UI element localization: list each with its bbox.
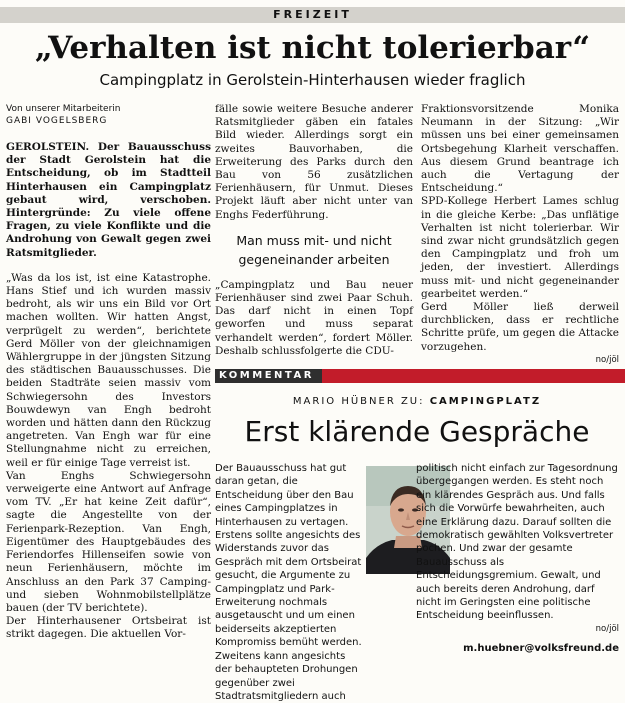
article-paragraph: Der Hinterhausener Ortsbeirat ist strikt dagegen. Die aktuellen Vor- <box>6 615 211 641</box>
subheadline: Campingplatz in Gerolstein-Hinterhausen wieder fraglich <box>99 71 526 89</box>
byline-author: GABI VOGELSBERG <box>6 116 108 126</box>
article-interhead: Man muss mit- und nicht gegeneinander arbeiten <box>236 232 392 267</box>
commentary-email[interactable]: m.huebner@volksfreund.de <box>463 643 619 655</box>
article-signoff: no/jöl <box>595 354 619 365</box>
article-column-2 <box>215 103 413 358</box>
article-paragraph: fälle sowie weitere Besuche anderer Ratsmitglieder gäben ein fatales Bild wieder. Allerdings sorgt ein zweites Bauvorhaben, die Erweiterung des Parks durch den Bau von 56 zusätzlichen Ferienhäusern, für Unmut. Dieses Projekt läuft aber nicht unter van Enghs Federführung. <box>215 103 413 221</box>
byline-prefix: Von unserer Mitarbeiterin <box>6 104 121 114</box>
commentary-topic: CAMPINGPLATZ <box>429 396 542 407</box>
kommentar-label: KOMMENTAR <box>215 369 322 383</box>
article-column-1 <box>6 141 211 642</box>
commentary-author-line <box>215 395 619 409</box>
commentary-author: MARIO HÜBNER ZU: <box>292 396 425 407</box>
commentary-paragraph: politisch nicht einfach zur Tagesordnung übergegangen werden. Es steht noch ein klärendes Gespräch aus. Und falls sich die Vorwürfe bewahrheiten, auch eine Erklärung dazu. Darauf sollten die demokratisch gewählten Volksvertreter pochen. Und zwar der gesamte Bauausschuss als Entscheidungsgremium. Gewalt, und auch bereits deren Androhung, darf nicht im Geringsten eine politische Entscheidung beeinflussen. <box>416 463 618 622</box>
commentary-signoff: no/jöl <box>595 623 619 634</box>
kommentar-accent-bar <box>322 369 625 383</box>
headline: „Verhalten ist nicht tolerierbar“ <box>34 30 591 66</box>
byline <box>6 103 211 127</box>
commentary-paragraph: Der Bauausschuss hat gut daran getan, die Entscheidung über den Bau eines Campingplatzes in Hinterhausen zu vertagen. Erstens sollte angesichts des Widerstands zuvor das Gespräch mit dem Ortsbeirat gesucht, die Argumente zu Campingplatz und Park-Erweiterung nochmals ausgetauscht und um einen beiderseits akzeptierten Kompromiss bemüht werden. Zweitens kann angesichts der behaupteten Drohungen gegenüber zwei Stadtratsmitgliedern auch <box>215 463 362 702</box>
commentary-column-1 <box>215 462 363 703</box>
article-paragraph: SPD-Kollege Herbert Lames schlug in die gleiche Kerbe: „Das unflätige Verhalten ist nicht tolerierbar. Wir sind zwar nicht grundsätzlich gegen den Campingplatz und froh um jeden, der investiert. Allerdings muss mit- und nicht gegeneinander gearbeitet werden.“ <box>421 195 619 300</box>
commentary-title: Erst klärende Gespräche <box>244 415 590 448</box>
article-paragraph: Fraktionsvorsitzende Monika Neumann in der Sitzung: „Wir müssen uns bei einer gemeinsamen Ortsbegehung Klarheit verschaffen. Aus diesem Grund beantrage ich auch die Vertagung der Entscheidung.“ <box>421 103 619 195</box>
article-lead: GEROLSTEIN. Der Bauausschuss der Stadt Gerolstein hat die Entscheidung, ob im Stadtteil Hinterhausen ein Campingplatz gebaut wird, verschoben. Hintergründe: Zu viele offene Fragen, zu viele Konflikte und die Androhung von Gewalt gegen zwei Ratsmitglieder. <box>6 141 211 259</box>
article-paragraph: „Campingplatz und Bau neuer Ferienhäuser sind zwei Paar Schuh. Das darf nicht in einen Topf geworfen und muss separat verhandelt werden“, fordert Möller. Deshalb schlussfolgerte die CDU- <box>215 278 413 357</box>
article-column-3 <box>421 103 619 367</box>
article-paragraph: Gerd Möller ließ derweil durchblicken, dass er rechtliche Schritte prüfe, um gegen die Attacke vorzugehen. <box>421 301 619 353</box>
section-rubric: FREIZEIT <box>0 7 625 23</box>
article-paragraph: Van Enghs Schwiegersohn verweigerte eine Antwort auf Anfrage vom TV. „Er hat keine Zeit dafür“, sagte die Angestellte von der Ferienpark-Rezeption. Van Engh, Eigentümer des Hauptgebäudes des Feriendorfes Hillenseifen sowie von neun Ferienhäusern, möchte im Anschluss an den Park 37 Camping- und sieben Wohnmobilstellplätze bauen (der TV berichtete). <box>6 469 211 614</box>
commentary-column-2 <box>416 462 619 656</box>
article-paragraph: „Was da los ist, ist eine Katastrophe. Hans Stief und ich wurden massiv bedroht, als wir uns ein Bild vor Ort machen wollten. Wir hatten Angst, verprügelt zu werden“, berichtete Gerd Möller von der gleichnamigen Wählergruppe in der jüngsten Sitzung des städtischen Bauausschusses. Die beiden Stadträte seien massiv vom Schwiegersohn des Investors Bouwdewyn van Engh bedroht worden und hätten dann den Rückzug angetreten. Van Engh war für eine Stellungnahme nicht zu erreichen, weil er für einige Tage verreist ist. <box>6 271 211 469</box>
